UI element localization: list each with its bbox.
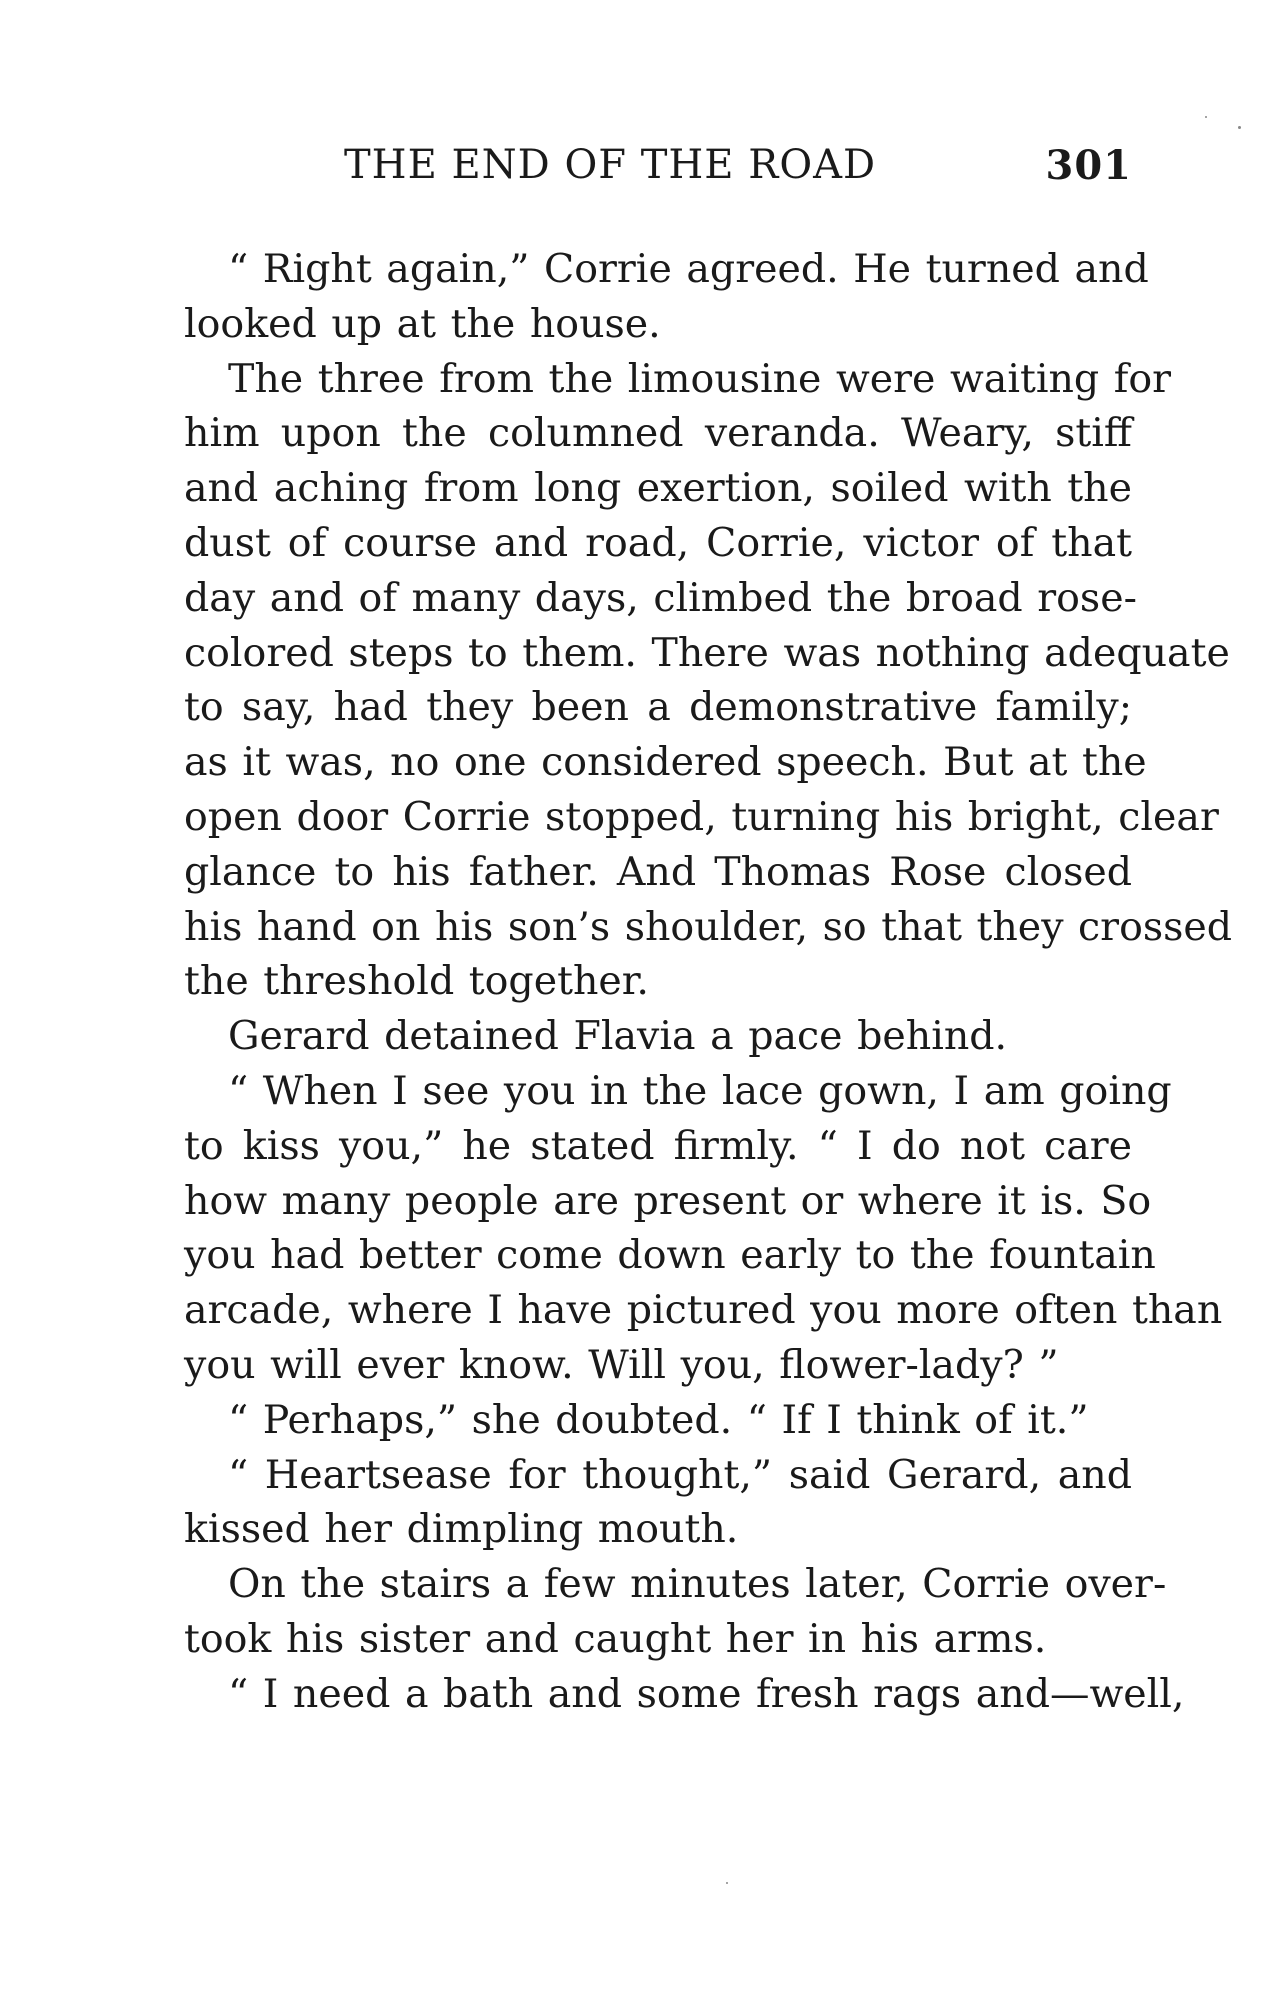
- text-line: open door Corrie stopped, turning his bright, clear: [184, 793, 1219, 840]
- text-line: dust of course and road, Corrie, victor of that: [184, 519, 1132, 566]
- text-line: “ Perhaps,” she doubted. “ If I think of it.”: [228, 1396, 1089, 1443]
- text-line: “ I need a bath and some fresh rags and—well,: [228, 1670, 1185, 1717]
- text-line: his hand on his son’s shoulder, so that they crossed: [184, 903, 1233, 950]
- running-head: [184, 142, 1132, 202]
- text-line: The three from the limousine were waiting for: [228, 355, 1172, 402]
- text-line: you had better come down early to the fountain: [184, 1232, 1156, 1279]
- scan-speck: [1238, 126, 1241, 129]
- scan-speck: [1205, 116, 1207, 118]
- text-line: “ Right again,” Corrie agreed. He turned and: [228, 246, 1149, 292]
- text-line: glance to his father. And Thomas Rose closed: [184, 848, 1132, 895]
- text-line: him upon the columned veranda. Weary, stiff: [184, 410, 1132, 457]
- text-line: to say, had they been a demonstrative family;: [184, 684, 1132, 731]
- text-line: as it was, no one considered speech. But at the: [184, 739, 1147, 786]
- page-number: 301: [1045, 142, 1132, 189]
- text-line: took his sister and caught her in his arms.: [184, 1615, 1047, 1662]
- text-line: you will ever know. Will you, flower-lady? ”: [184, 1341, 1059, 1388]
- text-line: and aching from long exertion, soiled with the: [184, 465, 1132, 512]
- text-line: to kiss you,” he stated firmly. “ I do not care: [184, 1122, 1132, 1169]
- body-text: [184, 242, 1233, 1722]
- text-line: kissed her dimpling mouth.: [184, 1506, 739, 1553]
- running-title: THE END OF THE ROAD: [344, 142, 877, 188]
- text-line: looked up at the house.: [184, 300, 661, 347]
- text-line: On the stairs a few minutes later, Corrie over-: [228, 1561, 1167, 1608]
- text-line: arcade, where I have pictured you more often than: [184, 1287, 1223, 1334]
- text-line: “ When I see you in the lace gown, I am going: [228, 1067, 1172, 1114]
- text-line: day and of many days, climbed the broad rose-: [184, 574, 1137, 621]
- scan-speck: [726, 1882, 728, 1884]
- text-line: how many people are present or where it is. So: [184, 1177, 1152, 1224]
- text-line: “ Heartsease for thought,” said Gerard, and: [228, 1451, 1132, 1498]
- text-line: colored steps to them. There was nothing adequate: [184, 629, 1230, 676]
- text-line: Gerard detained Flavia a pace behind.: [228, 1013, 1008, 1060]
- text-line: the threshold together.: [184, 958, 649, 1005]
